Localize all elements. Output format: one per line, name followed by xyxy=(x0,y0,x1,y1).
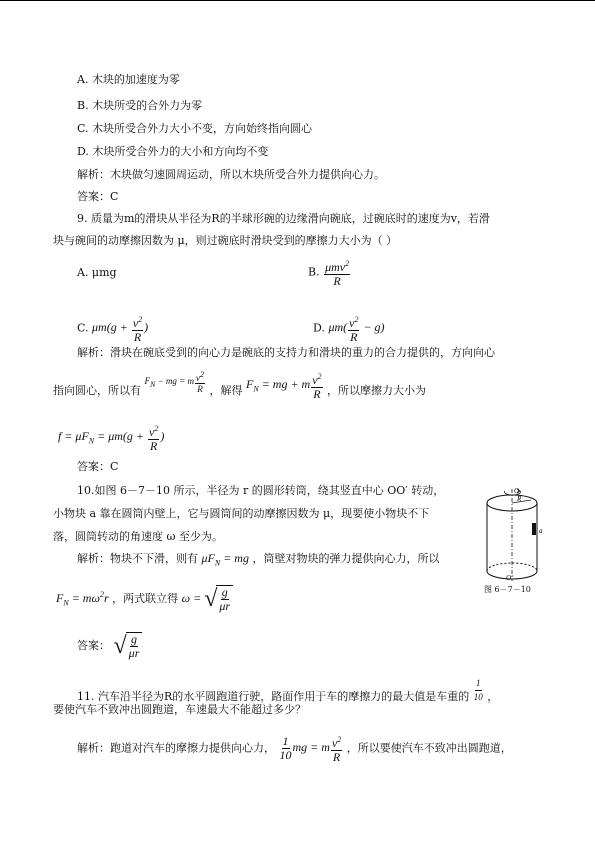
q10-analysis-line1 xyxy=(77,551,439,570)
q9-analysis-line1: 解析：滑块在碗底受到的向心力是碗底的支持力和滑块的重力的合力提供的，方向向心 xyxy=(77,346,495,359)
q9-analysis-line2 xyxy=(53,370,426,401)
q10-stem-line3: 落，圆筒转动的角速度 ω 至少为。 xyxy=(53,530,223,543)
q9-option-d-formula: μm( $\frac{v^2}{R}$ − g) xyxy=(328,315,385,344)
answer-prev: 答案：C xyxy=(77,190,119,203)
q9-option-b xyxy=(308,257,351,288)
q10-analysis-text-b: ，筒壁对物块的弹力提供向心力，所以 xyxy=(252,552,440,565)
page-top-rule xyxy=(0,0,595,1)
analysis-prev: 解析：木块做匀速圆周运动，所以木块所受合外力提供向心力。 xyxy=(77,168,385,181)
q9-option-d-label: D. xyxy=(313,321,325,335)
q9-option-c xyxy=(77,313,148,344)
q9-stem-line1: 9. 质量为m的滑块从半径为R的半球形碗的边缘滑向碗底，过碗底时的速度为v，若滑 xyxy=(77,212,490,225)
option-b-prev: B. 木块所受的合外力为零 xyxy=(77,99,203,112)
q10-answer-label: 答案： xyxy=(77,638,110,652)
q10-omega-result: ω = √ $\frac{g}{\mu r}$ xyxy=(182,591,233,605)
figure-label-a: a xyxy=(539,527,543,535)
q9-option-a: A. μmg xyxy=(77,266,117,279)
q11-analysis xyxy=(77,733,512,764)
q11-analysis-text-b: ，所以要使汽车不致冲出圆跑道， xyxy=(346,741,512,755)
figure-label-o-top: O xyxy=(514,487,520,495)
q11-equation: $\frac{1}{10}$ mg = m $\frac{v^2}{R}$ xyxy=(279,734,342,764)
q9-normal-force-equation: $F_N$ = mg + m $\frac{v^2}{R}$ xyxy=(246,372,322,401)
q10-answer-formula: √ $\frac{g}{\mu r}$ xyxy=(114,638,143,652)
q9-option-b-formula: $\frac{\mu mv^2}{R}$ xyxy=(325,259,350,288)
q9-stem-line2: 块与碗间的动摩擦因数为 μ，则过碗底时滑块受到的摩擦力大小为（ ） xyxy=(53,234,398,247)
q10-stem-line2: 小物块 a 靠在圆筒内壁上，它与圆筒间的动摩擦因数为 μ，现要使小物块不下 xyxy=(53,507,430,520)
q11-fraction: $\frac{1}{10}$ xyxy=(473,678,483,702)
q9-analysis-text-c: ，所以摩擦力大小为 xyxy=(327,384,427,398)
q9-analysis-text-a: 指向圆心，所以有 xyxy=(53,384,141,398)
option-d-prev: D. 木块所受合外力的大小和方向均不变 xyxy=(77,145,269,158)
q11-analysis-text-a: 解析：跑道对汽车的摩擦力提供向心力， xyxy=(77,741,275,755)
q9-option-b-label: B. xyxy=(308,265,320,279)
q11-stem-text-b: ， xyxy=(487,689,499,703)
figure-caption: 图 6－7－10 xyxy=(484,585,531,594)
q10-analysis-text-c: ，两式联立得 xyxy=(112,591,179,605)
q9-friction-equation: $f = \mu F_N = \mu m(g$ + $\frac{v^2}{R}$ ) xyxy=(58,424,165,453)
figure-label-r: R xyxy=(517,495,522,503)
q9-answer: 答案：C xyxy=(77,460,119,473)
rotating-cylinder-figure xyxy=(472,483,562,593)
figure-label-o-bottom: O′ xyxy=(506,574,513,582)
q11-stem-text-a: 11. 汽车沿半径为R的水平圆跑道行驶，路面作用于车的摩擦力的最大值是车重的 xyxy=(77,689,470,703)
q9-centripetal-equation: FN − mg = m v2 R xyxy=(144,370,204,395)
q10-answer xyxy=(77,632,142,660)
q10-stem-line1: 10.如图 6－7－10 所示，半径为 r 的圆形转筒，绕其竖直中心 OO′ 转动， xyxy=(77,484,445,497)
q11-stem-line1 xyxy=(77,677,498,704)
option-a-prev: A. 木块的加速度为零 xyxy=(77,73,180,86)
q9-option-c-formula: μm(g + $\frac{v^2}{R}$ ) xyxy=(92,315,149,344)
q10-normal-force-equation: $F_N = m\omega^2r$ xyxy=(56,589,109,608)
q9-analysis-text-b: ，解得 xyxy=(209,384,243,398)
q10-friction-equation: $\mu F_N$ = mg xyxy=(201,551,249,568)
q10-analysis-line2 xyxy=(56,585,233,613)
q11-stem-line2: 要使汽车不致冲出圆跑道，车速最大不能超过多少？ xyxy=(53,703,306,716)
q9-option-c-label: C. xyxy=(77,321,89,335)
q9-option-d xyxy=(313,313,385,344)
q10-analysis-text-a: 解析：物块不下滑，则有 xyxy=(77,552,198,565)
option-c-prev: C. 木块所受合外力大小不变，方向始终指向圆心 xyxy=(77,122,313,135)
